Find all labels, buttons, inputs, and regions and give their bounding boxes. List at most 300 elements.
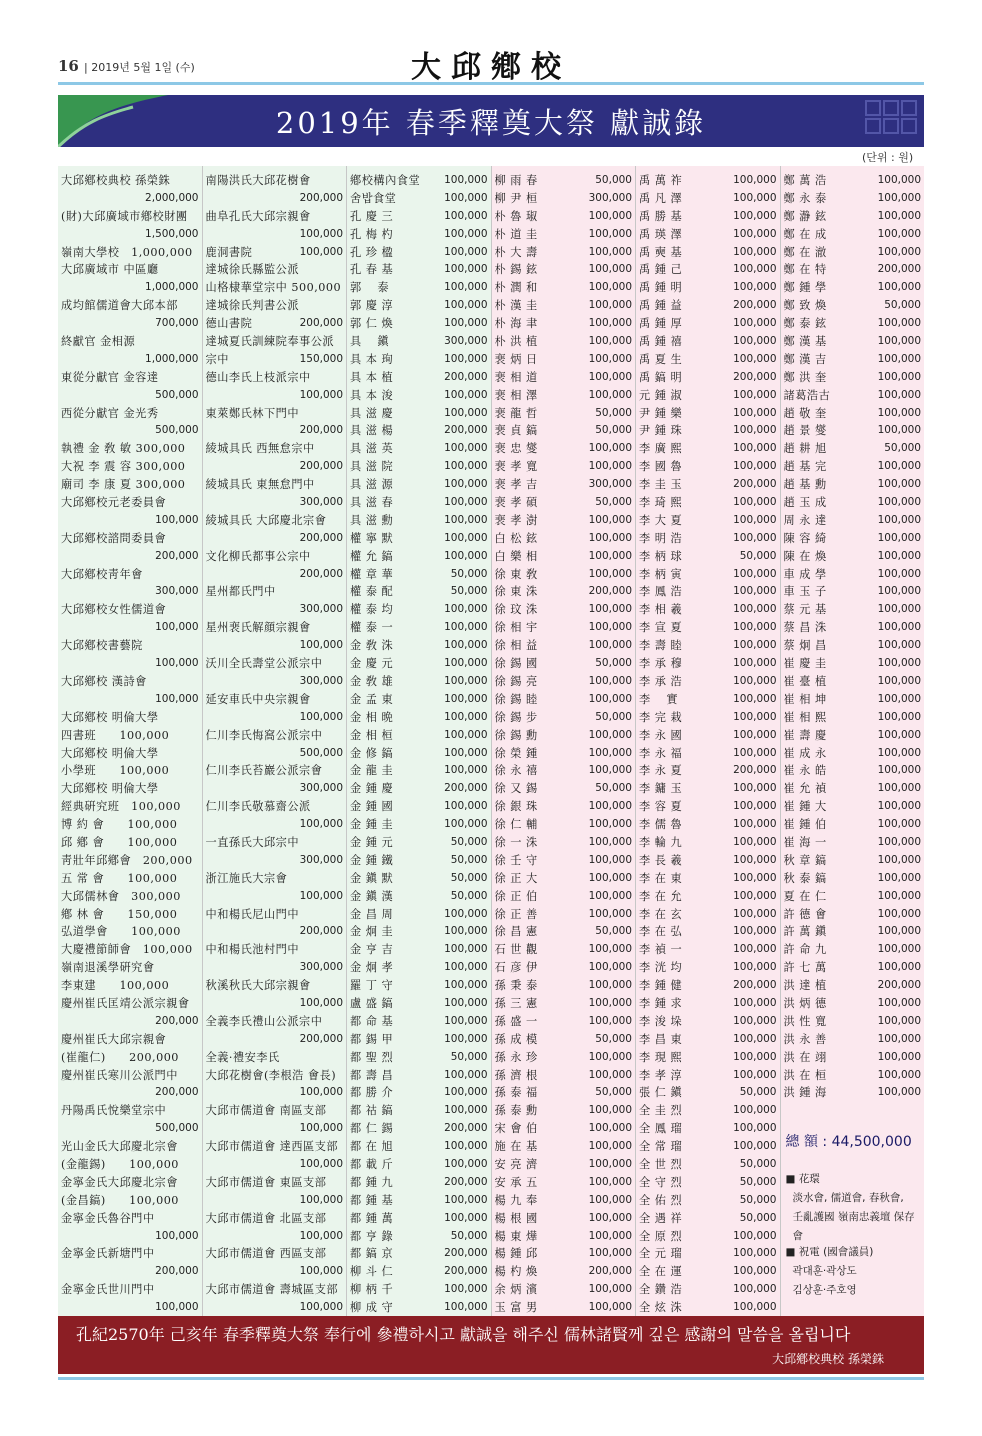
donor-row	[206, 566, 344, 584]
donor-row	[495, 727, 633, 745]
donor-row	[784, 1049, 922, 1067]
donor-row	[206, 405, 344, 423]
donor-name: 大邱鄕校 明倫大學	[61, 782, 159, 796]
donor-name: 許 命 九	[783, 943, 827, 957]
donation-amount: 100,000	[299, 818, 343, 831]
donation-amount: 100,000	[588, 1301, 632, 1314]
donor-row	[61, 1067, 199, 1085]
donor-name: 徐 仁 輔	[494, 818, 538, 832]
donor-row	[350, 1192, 488, 1210]
donor-name: 大邱花樹會(李根浩 會長)	[205, 1068, 337, 1082]
donation-amount: 50,000	[450, 889, 488, 902]
donor-row	[639, 1192, 777, 1210]
donor-row	[495, 387, 633, 405]
donor-row	[350, 870, 488, 888]
donor-name: 大邱鄕校典校 孫榮銖	[61, 174, 171, 187]
donation-amount: 100,000	[444, 621, 488, 634]
donation-amount: 100,000	[444, 406, 488, 419]
donation-amount: 100,000	[588, 352, 632, 365]
donation-amount: 100,000	[877, 585, 921, 598]
donation-amount: 200,000	[444, 1175, 488, 1188]
donor-name: 全 原 烈	[639, 1229, 683, 1243]
donation-amount: 100,000	[155, 692, 199, 705]
donation-amount: 100,000	[588, 1140, 632, 1153]
donor-row	[350, 834, 488, 852]
donation-amount: 100,000	[733, 209, 777, 222]
donor-name: 禹 鍾 益	[639, 299, 683, 313]
donation-amount: 100,000	[877, 889, 921, 902]
donor-row	[350, 476, 488, 494]
donation-amount: 50,000	[595, 782, 632, 795]
donor-row	[206, 834, 344, 852]
donor-name: 朴 漢 圭	[494, 299, 538, 313]
newspaper-title: 大邱鄕校	[411, 50, 571, 85]
donation-amount: 100,000	[444, 442, 488, 455]
donor-row	[784, 494, 922, 512]
donor-row	[639, 906, 777, 924]
donor-name: 許 德 會	[783, 907, 827, 921]
donation-amount: 100,000	[444, 1032, 488, 1045]
donor-row	[350, 1281, 488, 1299]
footer-banner	[58, 1316, 924, 1374]
donor-name: 仁川李氏敬慕齋公派	[205, 800, 311, 814]
donor-name: 崔 鍾 大	[783, 800, 827, 814]
donor-row	[61, 476, 199, 494]
donor-name: 西從分獻官 金光秀	[61, 406, 159, 420]
donation-amount: 100,000	[444, 281, 488, 294]
donor-row	[639, 673, 777, 691]
donor-name: 金 亨 吉	[350, 943, 394, 957]
donation-amount: 100,000	[877, 174, 921, 186]
unit-label: (단위 : 원)	[862, 151, 914, 164]
donor-row	[206, 601, 344, 619]
donor-row	[206, 1228, 344, 1246]
donor-row	[495, 583, 633, 601]
donor-name: 金 修 鎬	[350, 746, 394, 760]
donor-row	[639, 208, 777, 226]
donor-name: 具 滋 勳	[350, 513, 394, 527]
donation-amount: 100,000	[733, 1301, 777, 1314]
donation-amount: 100,000	[877, 818, 921, 831]
donation-amount: 50,000	[450, 1050, 488, 1063]
donation-amount: 100,000	[877, 352, 921, 365]
donor-row	[639, 405, 777, 423]
donor-row	[495, 458, 633, 476]
donor-name: 朴 錫 鉉	[494, 263, 538, 277]
donation-amount: 100,000	[733, 227, 777, 240]
donor-row	[61, 422, 199, 440]
donation-amount: 50,000	[450, 585, 488, 598]
donor-name: 全 守 烈	[639, 1175, 683, 1189]
donor-row	[495, 655, 633, 673]
donation-amount: 100,000	[733, 818, 777, 831]
donor-name: 禹 夏 生	[639, 352, 683, 366]
donor-name: 裵 龍 哲	[494, 406, 538, 420]
donor-name: 李 琦 熙	[639, 496, 683, 510]
donor-name: 具 滋 慶	[350, 406, 394, 420]
donor-name: (金昌鎬) 100,000	[61, 1193, 179, 1207]
donor-row	[495, 190, 633, 208]
donation-amount: 50,000	[595, 1032, 632, 1045]
donation-amount: 100,000	[733, 460, 777, 473]
donor-name: 徐 又 錫	[494, 782, 538, 796]
donation-amount: 1,000,000	[145, 352, 199, 365]
donor-name: 金 鍾 圭	[350, 818, 394, 832]
donor-name: 崔 永 皓	[783, 764, 827, 778]
donor-name: 裵 貞 鎬	[494, 424, 538, 438]
donation-amount: 100,000	[299, 1122, 343, 1135]
donor-row	[206, 458, 344, 476]
donation-amount: 100,000	[444, 263, 488, 276]
donor-name: 李 大 夏	[639, 513, 683, 527]
total-amount: 總 額 : 44,500,000	[785, 1134, 912, 1150]
donor-row	[61, 279, 199, 297]
donor-name: 宗中	[205, 352, 229, 366]
donor-row	[639, 959, 777, 977]
donor-row	[350, 387, 488, 405]
donor-row	[350, 566, 488, 584]
donor-name: 李 完 栽	[639, 710, 683, 724]
donor-row	[350, 816, 488, 834]
donor-row	[495, 1084, 633, 1102]
donor-name: 李 在 玄	[639, 907, 683, 921]
donor-row	[784, 601, 922, 619]
donor-row	[350, 601, 488, 619]
donation-amount: 100,000	[444, 979, 488, 992]
donor-row	[495, 279, 633, 297]
donor-name: 鄭 漢 吉	[783, 352, 827, 366]
donor-row	[639, 244, 777, 262]
donor-row	[350, 261, 488, 279]
donor-row	[784, 208, 922, 226]
donor-row	[206, 637, 344, 655]
donation-amount: 100,000	[877, 478, 921, 491]
donation-amount: 100,000	[877, 835, 921, 848]
donor-name: 孔 珍 楹	[350, 245, 394, 259]
donor-row	[784, 530, 922, 548]
donor-column	[780, 166, 925, 1316]
donor-row	[206, 1156, 344, 1174]
donor-row	[639, 1013, 777, 1031]
donor-name: 崔 成 永	[783, 746, 827, 760]
donation-amount: 100,000	[588, 281, 632, 294]
donor-name: 孫 盛 一	[494, 1014, 538, 1028]
donor-row	[350, 655, 488, 673]
donation-amount: 100,000	[588, 692, 632, 705]
donor-row	[350, 727, 488, 745]
donor-row	[206, 1245, 344, 1263]
donor-row	[350, 906, 488, 924]
donation-amount: 100,000	[588, 335, 632, 348]
donation-amount: 100,000	[877, 370, 921, 383]
donor-row	[784, 637, 922, 655]
donor-row	[639, 566, 777, 584]
donor-name: 金寧金氏大邱慶北宗會	[61, 1175, 178, 1189]
donor-name: 大邱市儒道會 東區支部	[205, 1175, 327, 1189]
donation-amount: 100,000	[733, 281, 777, 294]
donation-amount: 500,000	[155, 388, 199, 401]
donor-row	[639, 709, 777, 727]
donor-name: 許 萬 鎭	[783, 925, 827, 939]
donor-row	[639, 1174, 777, 1192]
donor-row	[639, 1031, 777, 1049]
donor-row	[350, 1174, 488, 1192]
donation-amount: 100,000	[444, 496, 488, 509]
donor-row	[350, 530, 488, 548]
donor-name: 徐 錫 睦	[494, 692, 538, 706]
donor-name: 全 在 運	[639, 1265, 683, 1279]
donor-row	[350, 1013, 488, 1031]
donor-name: 權 允 鎬	[350, 549, 394, 563]
donor-row	[495, 1210, 633, 1228]
donation-amount: 100,000	[877, 961, 921, 974]
donation-amount: 100,000	[733, 406, 777, 419]
donor-name: 李 洸 均	[639, 961, 683, 975]
donor-row	[61, 977, 199, 995]
donation-amount: 100,000	[444, 209, 488, 222]
donor-row	[61, 1156, 199, 1174]
donor-row	[61, 1210, 199, 1228]
donor-row	[495, 369, 633, 387]
donor-row	[350, 226, 488, 244]
donor-name: 大邱鄕校靑年會	[61, 567, 143, 581]
donation-amount: 200,000	[299, 531, 343, 544]
donation-amount: 100,000	[444, 1086, 488, 1099]
donation-amount: 1,500,000	[145, 227, 199, 240]
donor-name: 都 鎬 京	[350, 1247, 394, 1261]
donor-row	[784, 405, 922, 423]
donor-name: 具 滋 春	[350, 496, 394, 510]
donor-row	[495, 601, 633, 619]
donor-row	[639, 351, 777, 369]
donor-row	[495, 762, 633, 780]
donor-row	[350, 888, 488, 906]
donor-name: 星州裵氏解顔宗親會	[205, 621, 311, 635]
donor-name: 趙 基 完	[783, 460, 827, 474]
donor-name: 具 滋 英	[350, 442, 394, 456]
donation-amount: 100,000	[588, 639, 632, 652]
donor-row	[350, 351, 488, 369]
donor-name: 全 佑 烈	[639, 1193, 683, 1207]
donor-row	[61, 619, 199, 637]
bottom-rule	[58, 1377, 924, 1380]
donor-name: 陳 容 綺	[783, 531, 827, 545]
donor-name: 孫 濟 根	[494, 1068, 538, 1082]
donor-name: 靑壯年邱鄕會 200,000	[61, 853, 193, 867]
donation-amount: 100,000	[733, 496, 777, 509]
donor-row	[61, 637, 199, 655]
donor-name: 鄕 林 會 150,000	[61, 907, 178, 921]
donor-name: 孔 春 基	[350, 263, 394, 277]
donor-row	[784, 888, 922, 906]
donor-row	[784, 1067, 922, 1085]
donor-name: 徐 正 伯	[494, 889, 538, 903]
donation-amount: 100,000	[588, 1014, 632, 1027]
donor-name: 大邱市儒道會 壽城區支部	[205, 1283, 339, 1297]
donation-amount: 100,000	[299, 1157, 343, 1170]
donor-row	[206, 369, 344, 387]
donor-row	[206, 440, 344, 458]
donor-row	[495, 1299, 633, 1317]
donation-amount: 100,000	[444, 639, 488, 652]
donor-row	[639, 261, 777, 279]
donor-name: 禹 凡 澤	[639, 191, 683, 205]
donation-amount: 200,000	[588, 1265, 632, 1278]
donor-row	[495, 226, 633, 244]
donation-amount: 100,000	[733, 621, 777, 634]
donor-row	[495, 691, 633, 709]
donation-amount: 100,000	[877, 603, 921, 616]
donor-name: 李 鍾 健	[639, 979, 683, 993]
donation-amount: 100,000	[733, 1104, 777, 1117]
donation-amount: 100,000	[155, 1301, 199, 1314]
donor-name: 楊 東 燁	[494, 1229, 538, 1243]
donation-amount: 50,000	[595, 406, 632, 419]
donation-amount: 200,000	[299, 317, 343, 330]
donation-amount: 100,000	[733, 317, 777, 330]
donor-row	[206, 333, 344, 351]
donation-amount: 100,000	[588, 209, 632, 222]
donor-row	[639, 422, 777, 440]
donor-name: 李東建 100,000	[61, 979, 170, 993]
donor-name: 車 玉 子	[783, 585, 827, 599]
donor-row	[206, 1102, 344, 1120]
donation-amount: 200,000	[155, 549, 199, 562]
donation-amount: 100,000	[588, 513, 632, 526]
donor-row	[61, 297, 199, 315]
donation-amount: 100,000	[444, 1140, 488, 1153]
donor-name: 全義李氏禮山公派宗中	[205, 1014, 323, 1028]
donor-row	[784, 870, 922, 888]
donor-row	[206, 244, 344, 262]
donor-row	[639, 780, 777, 798]
donor-row	[206, 583, 344, 601]
donor-row	[639, 870, 777, 888]
donation-amount: 100,000	[444, 1283, 488, 1296]
donor-row	[784, 387, 922, 405]
donation-amount: 100,000	[444, 996, 488, 1009]
donor-name: 權 章 華	[350, 567, 394, 581]
donor-row	[639, 172, 777, 190]
donor-name: 都 錫 甲	[350, 1032, 394, 1046]
donor-row	[206, 941, 344, 959]
donation-amount: 100,000	[299, 996, 343, 1009]
donor-name: 徐 壬 守	[494, 853, 538, 867]
donor-name: 羅 丁 守	[350, 979, 394, 993]
donation-amount: 100,000	[733, 442, 777, 455]
donor-row	[350, 1031, 488, 1049]
donor-row	[784, 816, 922, 834]
donor-row	[495, 780, 633, 798]
donor-name: 石 世 觀	[494, 943, 538, 957]
donor-row	[495, 440, 633, 458]
donation-amount: 100,000	[877, 674, 921, 687]
donor-row	[784, 333, 922, 351]
donor-name: 朴 潤 和	[494, 281, 538, 295]
donor-name: 禹 鍾 厚	[639, 317, 683, 331]
donor-row	[61, 315, 199, 333]
donor-name: 禹 鍾 己	[639, 263, 683, 277]
donor-row	[784, 583, 922, 601]
donor-row	[61, 226, 199, 244]
donor-name: 終獻官 金相源	[61, 335, 136, 349]
donor-row	[639, 1245, 777, 1263]
donor-row	[784, 297, 922, 315]
donor-name: 曲阜孔氏大邱宗親會	[205, 209, 311, 223]
donation-amount: 100,000	[444, 943, 488, 956]
donation-amount: 100,000	[588, 853, 632, 866]
donor-name: 洪 永 善	[783, 1032, 827, 1046]
donation-amount: 200,000	[444, 424, 488, 437]
donation-amount: 200,000	[877, 263, 921, 276]
donor-name: 李 禎 一	[639, 943, 683, 957]
donor-name: 徐 東 敎	[494, 567, 538, 581]
donation-amount: 100,000	[444, 603, 488, 616]
donation-amount: 100,000	[444, 746, 488, 759]
donor-row	[61, 816, 199, 834]
donor-row	[61, 601, 199, 619]
donor-row	[350, 1138, 488, 1156]
donor-row	[206, 816, 344, 834]
donor-name: 都 聖 烈	[350, 1050, 394, 1064]
donation-amount: 100,000	[588, 818, 632, 831]
donor-row	[495, 923, 633, 941]
donor-name: 金 龍 圭	[350, 764, 394, 778]
donation-amount: 100,000	[877, 1050, 921, 1063]
donor-row	[206, 1120, 344, 1138]
donor-row	[495, 941, 633, 959]
donor-name: 崔 相 坤	[783, 692, 827, 706]
donor-row	[61, 798, 199, 816]
telegram-list: 곽대훈·곽상도	[792, 1265, 857, 1277]
donation-amount: 100,000	[588, 746, 632, 759]
donation-amount: 100,000	[588, 370, 632, 383]
donor-row	[639, 619, 777, 637]
donor-name: 全 炫 洙	[639, 1301, 683, 1315]
donation-amount: 100,000	[733, 692, 777, 705]
donor-name: 金 慶 元	[350, 657, 394, 671]
donor-name: 具 本 植	[350, 370, 394, 384]
donor-row	[784, 369, 922, 387]
donor-name: 盧 盛 鎬	[350, 996, 394, 1010]
donor-row	[784, 798, 922, 816]
donation-amount: 100,000	[877, 191, 921, 204]
donor-name: 趙 敬 奎	[783, 406, 827, 420]
donor-name: 四書班 100,000	[61, 728, 170, 742]
donor-row	[495, 798, 633, 816]
donation-amount: 100,000	[588, 979, 632, 992]
donor-name: 大邱儒林會 300,000	[61, 889, 181, 903]
donor-name: 徐 昌 憲	[494, 925, 538, 939]
donor-name: 徐 錫 步	[494, 710, 538, 724]
donation-amount: 100,000	[733, 1140, 777, 1153]
donor-row	[350, 923, 488, 941]
donor-row	[784, 852, 922, 870]
donor-name: 李 浚 垛	[639, 1014, 683, 1028]
donor-name: 具 本 浚	[350, 388, 394, 402]
donor-row	[495, 1067, 633, 1085]
donor-row	[495, 1156, 633, 1174]
donor-name: 都 祜 鎬	[350, 1104, 394, 1118]
donor-name: 李 在 弘	[639, 925, 683, 939]
donor-row	[61, 1120, 199, 1138]
donation-amount: 100,000	[733, 853, 777, 866]
donor-name: 權 泰 一	[350, 621, 394, 635]
donor-row	[206, 1067, 344, 1085]
donor-name: 崔 臺 植	[783, 674, 827, 688]
donation-amount: 100,000	[733, 925, 777, 938]
donor-name: 金 鎭 漢	[350, 889, 394, 903]
